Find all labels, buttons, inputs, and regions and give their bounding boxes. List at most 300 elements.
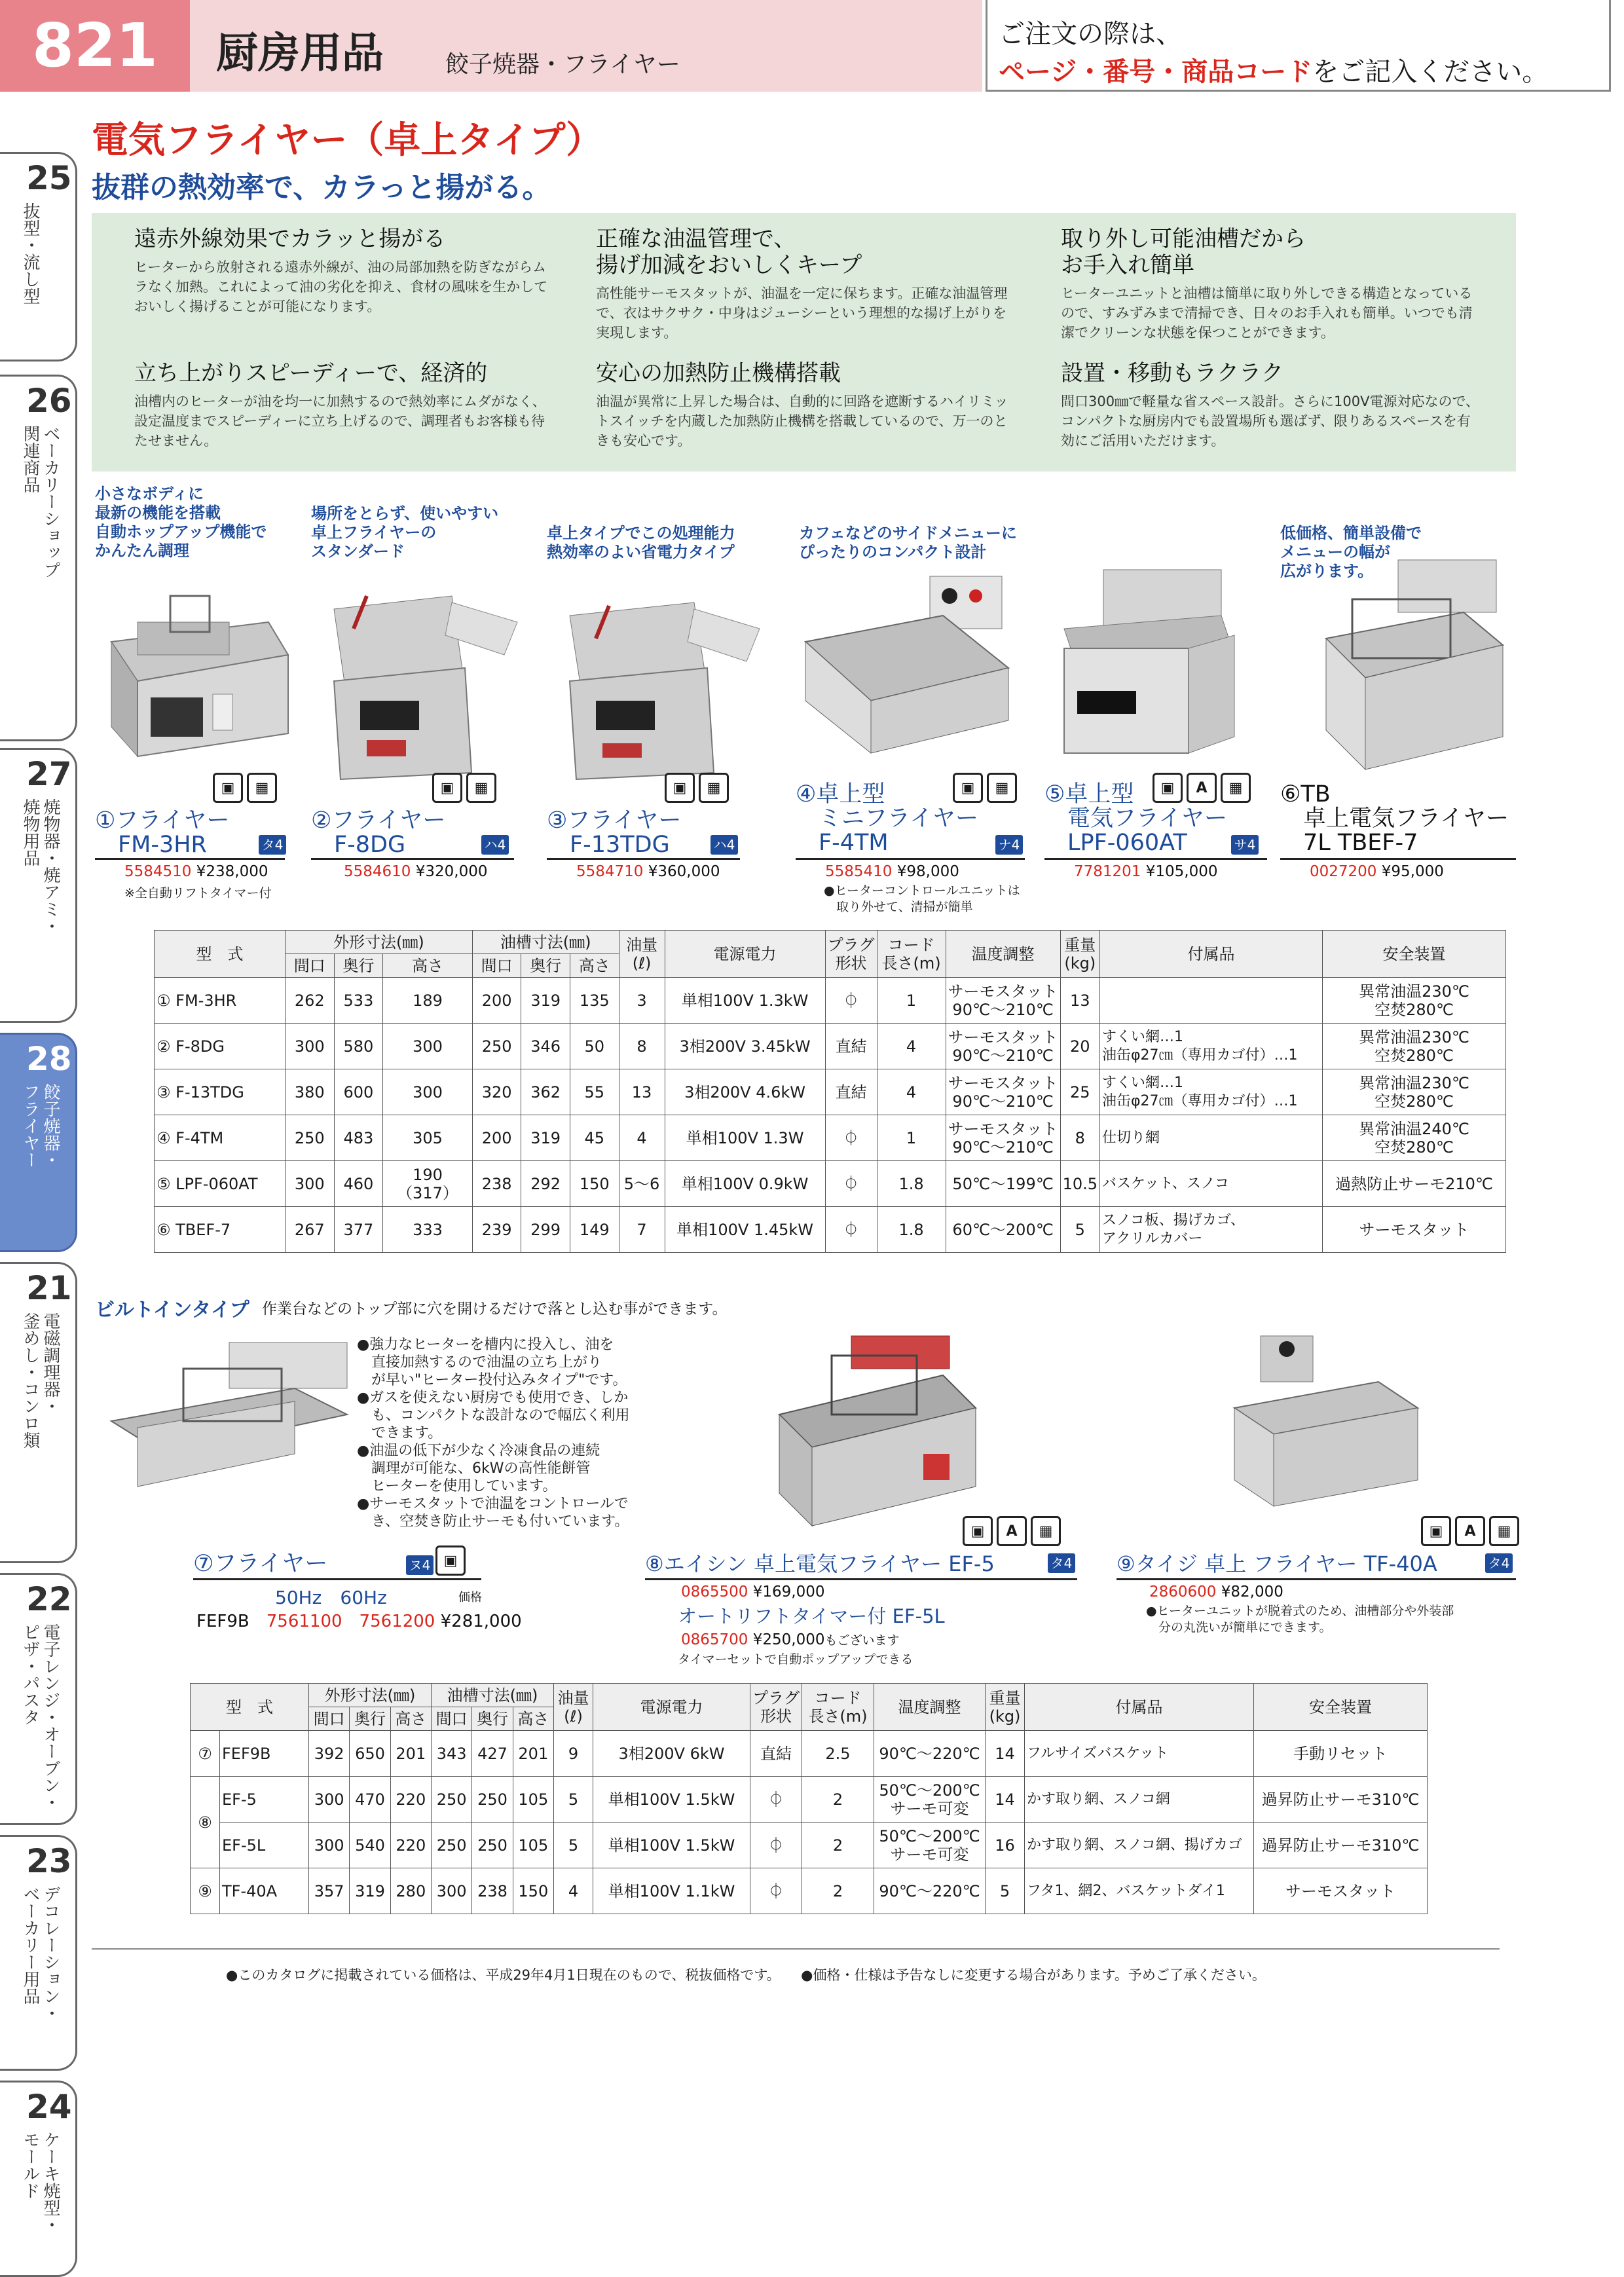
table-cell-h: 305: [383, 1115, 473, 1161]
name-underline: [547, 858, 740, 860]
col-accessories: 付属品: [1100, 931, 1323, 978]
product-name: ②フライヤー F-8DG: [311, 807, 446, 858]
table-cell-plug: 直結: [825, 1024, 877, 1069]
product-code: 7781201: [1074, 863, 1141, 880]
table-cell-th: 135: [570, 978, 619, 1024]
col-tank-size: 油槽寸法(㎜): [431, 1684, 553, 1707]
col-height: 高さ: [390, 1707, 431, 1731]
table-cell-w: 300: [286, 1024, 335, 1069]
product-tagline: カフェなどのサイドメニューに ぴったりのコンパクト設計: [799, 524, 1017, 561]
table-cell-acc: フルサイズバスケット: [1025, 1731, 1254, 1777]
table-cell-plug: ⏀: [750, 1868, 802, 1914]
table-cell-acc: かす取り網、スノコ網: [1025, 1777, 1254, 1823]
table-cell-w: 380: [286, 1069, 335, 1115]
feature-icons: [435, 1546, 466, 1576]
tab-label: 餃子焼器・ フライヤー: [20, 1083, 60, 1168]
col-accessories: 付属品: [1025, 1684, 1254, 1731]
product-code: 0027200: [1310, 863, 1377, 880]
table-cell-h: 201: [390, 1731, 431, 1777]
table-cell-cord: 2: [802, 1823, 874, 1868]
product-code: 5585410: [825, 863, 893, 880]
table-cell-tw: 250: [431, 1823, 471, 1868]
feature-heading: 立ち上がりスピーディーで、経済的: [134, 360, 488, 386]
feature-icons: [432, 773, 496, 803]
tab-number: 28: [26, 1040, 72, 1078]
feature-heading: 安心の加熱防止機構搭載: [596, 360, 841, 386]
product-code-price: [1310, 863, 1444, 880]
col-oil: 油量 (ℓ): [619, 931, 665, 978]
feature-text: ヒーターから放射される遠赤外線が、油の局部加熱を防ぎながらムラなく加熱。これによって油の劣化を抑え、食材の風味を生かしておいしく揚げることが可能になります。: [134, 259, 548, 314]
tab-chapter-28[interactable]: [0, 1033, 77, 1252]
section-title: 電気フライヤー（卓上タイプ）: [92, 119, 603, 162]
product-name: ④卓上型 ミニフライヤー F-4TM: [796, 781, 978, 856]
table-cell-oil: 4: [619, 1115, 665, 1161]
table-cell-d: 540: [350, 1823, 390, 1868]
table-cell-plug: ⏀: [825, 978, 877, 1024]
order-note-rest: をご記入ください。: [1312, 57, 1549, 87]
product-note: ●ヒーターユニットが脱着式のため、油槽部分や外装部 分の丸洗いが簡単にできます。: [1146, 1604, 1454, 1635]
table-cell-plug: ⏀: [750, 1823, 802, 1868]
table-cell-oil: 4: [554, 1868, 593, 1914]
table-cell-td: 319: [521, 1115, 570, 1161]
col-safety: 安全装置: [1254, 1684, 1428, 1731]
tab-label: ベーカリーショップ 関連商品: [20, 425, 60, 578]
table-cell-h: 300: [383, 1069, 473, 1115]
table-row: [191, 1868, 1428, 1914]
col-outer-size: 外形寸法(㎜): [309, 1684, 432, 1707]
table-row: [155, 1115, 1506, 1161]
tabletop-icon: ▣: [1153, 773, 1183, 803]
col-weight: 重量 (kg): [986, 1684, 1025, 1731]
table-cell-cord: 1.8: [877, 1161, 946, 1207]
fryer-fef9b-image: [98, 1329, 354, 1513]
tab-number: 25: [26, 159, 72, 197]
table-cell-safety: 過昇防止サーモ310℃: [1254, 1823, 1428, 1868]
table-cell-w: 300: [309, 1823, 350, 1868]
product-price: ¥98,000: [896, 863, 959, 880]
table-cell-temp: 60℃～200℃: [946, 1207, 1060, 1253]
product-code: 5584710: [576, 863, 644, 880]
table-cell-h: 220: [390, 1777, 431, 1823]
delivery-badge: ヌ4: [406, 1555, 434, 1575]
tab-number: 21: [26, 1269, 72, 1307]
table-cell-tw: 250: [431, 1777, 471, 1823]
table-cell-acc: バスケット、スノコ: [1100, 1161, 1323, 1207]
table-cell-h: 280: [390, 1868, 431, 1914]
table-cell-safety: 過昇防止サーモ310℃: [1254, 1777, 1428, 1823]
col-outer-size: 外形寸法(㎜): [286, 931, 473, 954]
table-cell-plug: ⏀: [825, 1207, 877, 1253]
table-cell-weight: 25: [1060, 1069, 1099, 1115]
tabletop-icon: ▣: [1421, 1516, 1451, 1546]
product-code-price: [124, 863, 268, 880]
product-price: ¥95,000: [1381, 863, 1444, 880]
table-cell-d: 483: [334, 1115, 383, 1161]
delivery-badge: サ4: [1231, 835, 1259, 855]
product-code-price: [681, 1583, 825, 1601]
table-cell-weight: 16: [986, 1823, 1025, 1868]
feature-icons: [1421, 1516, 1519, 1546]
product-code: 5584610: [344, 863, 411, 880]
col-tank-width: 間口: [472, 954, 521, 978]
fryer-lpf060at-image: [1058, 557, 1241, 760]
table-cell-tw: 343: [431, 1731, 471, 1777]
table-cell-td: 346: [521, 1024, 570, 1069]
price-label: 価格: [458, 1591, 482, 1604]
col-cord: コード 長さ(m): [877, 931, 946, 978]
table-cell-d: 580: [334, 1024, 383, 1069]
product-name: ⑦フライヤー: [193, 1551, 328, 1577]
product-tagline: 小さなボディに 最新の機能を搭載 自動ホップアップ機能で かんたん調理: [95, 485, 267, 560]
table-cell-safety: 過熱防止サーモ210℃: [1323, 1161, 1506, 1207]
tab-chapter-27[interactable]: [0, 748, 77, 1023]
power-outlet-icon: ▦: [247, 773, 277, 803]
product-price: ¥250,000: [752, 1631, 825, 1648]
table-cell-weight: 14: [986, 1777, 1025, 1823]
tabletop-icon: ▣: [963, 1516, 993, 1546]
table-row: [155, 1161, 1506, 1207]
table-cell-safety: 異常油温240℃ 空焚280℃: [1323, 1115, 1506, 1161]
col-temp: 温度調整: [946, 931, 1060, 978]
feature-text: 油温が異常に上昇した場合は、自動的に回路を遮断するハイリミットスイッチを内蔵した加熱防止機構を搭載しているので、万一のときも安心です。: [596, 394, 1008, 449]
product-name: ⑥TB 卓上電気フライヤー 7L TBEF-7: [1280, 781, 1509, 856]
product-price: ¥169,000: [752, 1583, 825, 1601]
table-cell-w: 357: [309, 1868, 350, 1914]
tabletop-icon: ▣: [213, 773, 243, 803]
table-cell-tw: 200: [472, 978, 521, 1024]
table-cell-th: 201: [513, 1731, 553, 1777]
name-underline: [193, 1578, 481, 1580]
feature-icons: [963, 1516, 1061, 1546]
product-code-60hz: 7561200: [359, 1612, 435, 1631]
product-code: 0865500: [681, 1583, 748, 1601]
table-cell-model: ③ F-13TDG: [155, 1069, 286, 1115]
feature-item: [134, 360, 553, 451]
table-cell-cord: 2: [802, 1868, 874, 1914]
product-name: ①フライヤー FM-3HR: [95, 807, 230, 858]
product-model: FEF9B: [196, 1612, 249, 1631]
fryer-f8dg-image: [308, 583, 530, 779]
col-plug: プラグ 形状: [750, 1684, 802, 1731]
tabletop-icon: ▣: [665, 773, 695, 803]
page-header: [0, 0, 1624, 92]
table-cell-weight: 5: [986, 1868, 1025, 1914]
table-row: [155, 1069, 1506, 1115]
builtin-features: ●強力なヒーターを槽内に投入し、油を 直接加熱するので油温の立ち上がり が早い"ヒーター投付込みタイプ"です。 ●ガスを使えない厨房でも使用でき、しか も、コンパクトな設計なので幅広く利用 できます。 ●油温の低下が少なく冷凍食品の連続 調理が可能な、6kWの高性能餅管 ヒーターを使用しています。 ●サーモスタットで油温をコントロールで き、空焚き防止サーモも付いています。: [357, 1337, 630, 1530]
feature-heading: 設置・移動もラクラク: [1061, 360, 1283, 386]
table-cell-w: 267: [286, 1207, 335, 1253]
col-temp: 温度調整: [874, 1684, 986, 1731]
order-note-highlight: ページ・番号・商品コード: [999, 57, 1313, 87]
temperature-icon: A: [997, 1516, 1027, 1546]
feature-panel: [92, 213, 1516, 472]
tab-number: 22: [26, 1580, 72, 1618]
table-cell-safety: 異常油温230℃ 空焚280℃: [1323, 1024, 1506, 1069]
table-cell-power: 単相100V 1.1kW: [593, 1868, 750, 1914]
table-cell-model: EF-5L: [220, 1823, 309, 1868]
col-model: 型 式: [155, 931, 286, 978]
table-cell-model: ② F-8DG: [155, 1024, 286, 1069]
table-cell-model: FEF9B: [220, 1731, 309, 1777]
product-price: ¥320,000: [415, 863, 488, 880]
table-cell-h: 220: [390, 1823, 431, 1868]
table-cell-h: 333: [383, 1207, 473, 1253]
table-cell-w: 300: [309, 1777, 350, 1823]
table-row: [191, 1823, 1428, 1868]
table-cell-d: 470: [350, 1777, 390, 1823]
product-price: ¥238,000: [196, 863, 268, 880]
table-cell-num: ⑧: [191, 1777, 220, 1868]
table-cell-model: TF-40A: [220, 1868, 309, 1914]
product-code-price: [576, 863, 720, 880]
product-tagline: 場所をとらず、使いやすい 卓上フライヤーの スタンダード: [311, 504, 499, 561]
col-width: 間口: [286, 954, 335, 978]
tab-number: 23: [26, 1842, 72, 1880]
table-cell-td: 292: [521, 1161, 570, 1207]
table-cell-oil: 7: [619, 1207, 665, 1253]
product-code-price: [1074, 863, 1218, 880]
feature-text: ヒーターユニットと油槽は簡単に取り外しできる構造となっているので、すみずみまで清掃でき、日々のお手入れも簡単。いつでも清潔でクリーンな状態を保つことができます。: [1061, 286, 1473, 341]
table-cell-th: 55: [570, 1069, 619, 1115]
col-safety: 安全装置: [1323, 931, 1506, 978]
table-cell-power: 3相200V 4.6kW: [665, 1069, 825, 1115]
tabletop-icon: ▣: [435, 1546, 466, 1576]
table-cell-acc: 仕切り網: [1100, 1115, 1323, 1161]
order-note-line2: [999, 51, 1548, 88]
name-underline: [95, 858, 285, 860]
table-cell-td: 319: [521, 978, 570, 1024]
temperature-icon: A: [1187, 773, 1217, 803]
table-cell-th: 150: [570, 1161, 619, 1207]
fryer-ef5-image: [773, 1336, 982, 1532]
col-oil: 油量 (ℓ): [554, 1684, 593, 1731]
table-cell-plug: ⏀: [825, 1161, 877, 1207]
table-row: [155, 978, 1506, 1024]
product-code-price: [344, 863, 488, 880]
name-underline: [1280, 858, 1516, 860]
table-cell-cord: 1.8: [877, 1207, 946, 1253]
feature-text: 油槽内のヒーターが油を均一に加熱するので熱効率にムダがなく、設定温度までスピーディーに立ち上げるので、調理者もお客様も待たせません。: [134, 394, 546, 449]
table-cell-power: 3相200V 3.45kW: [665, 1024, 825, 1069]
table-cell-safety: サーモスタット: [1254, 1868, 1428, 1914]
name-underline: [796, 858, 1025, 860]
table-cell-td: 299: [521, 1207, 570, 1253]
feature-text: 高性能サーモスタットが、油温を一定に保ちます。正確な油温管理で、衣はサクサク・中身はジューシーという理想的な揚げ上がりを実現します。: [596, 286, 1008, 341]
fryer-f13tdg-image: [544, 589, 766, 779]
col-model: 型 式: [191, 1684, 309, 1731]
table-cell-model: ① FM-3HR: [155, 978, 286, 1024]
variant-note: タイマーセットで自動ポップアップできる: [678, 1652, 913, 1667]
footer-rule: [92, 1948, 1500, 1950]
table-cell-td: 250: [472, 1823, 513, 1868]
table-cell-model: EF-5: [220, 1777, 309, 1823]
product-name: ⑨タイジ 卓上 フライヤー TF-40A: [1116, 1551, 1437, 1576]
table-row: [155, 1024, 1506, 1069]
tab-label: 抜型・流し型: [20, 202, 40, 305]
table-cell-weight: 10.5: [1060, 1161, 1099, 1207]
table-cell-temp: サーモスタット 90℃～210℃: [946, 978, 1060, 1024]
col-power: 電源電力: [665, 931, 825, 978]
delivery-badge: ハ4: [710, 835, 738, 855]
tab-chapter-26[interactable]: [0, 375, 77, 741]
table-cell-cord: 1: [877, 978, 946, 1024]
table-cell-cord: 2.5: [802, 1731, 874, 1777]
tab-label: ケーキ焼型・ モールド: [20, 2131, 60, 2233]
table-cell-d: 533: [334, 978, 383, 1024]
table-cell-plug: ⏀: [750, 1777, 802, 1823]
table-cell-cord: 4: [877, 1069, 946, 1115]
table-cell-weight: 14: [986, 1731, 1025, 1777]
table-cell-safety: 異常油温230℃ 空焚280℃: [1323, 978, 1506, 1024]
table-cell-d: 377: [334, 1207, 383, 1253]
product-price: ¥105,000: [1145, 863, 1218, 880]
tab-label: 電子レンジ・オーブン・ ピザ・パスタ: [20, 1623, 60, 1811]
table-cell-acc: すくい網…1 油缶φ27㎝（専用カゴ付）…1: [1100, 1024, 1323, 1069]
table-cell-plug: ⏀: [825, 1115, 877, 1161]
table-cell-weight: 8: [1060, 1115, 1099, 1161]
col-width: 間口: [309, 1707, 350, 1731]
table-cell-weight: 20: [1060, 1024, 1099, 1069]
variant-suffix: もございます: [824, 1633, 900, 1648]
fryer-fm3hr-image: [98, 583, 295, 760]
table-cell-oil: 5: [554, 1823, 593, 1868]
table-cell-oil: 3: [619, 978, 665, 1024]
table-cell-power: 単相100V 1.5kW: [593, 1823, 750, 1868]
section-subtitle: 抜群の熱効率で、カラっと揚がる。: [92, 171, 551, 204]
table-cell-oil: 9: [554, 1731, 593, 1777]
tab-chapter-22[interactable]: [0, 1573, 77, 1825]
table-cell-safety: 異常油温230℃ 空焚280℃: [1323, 1069, 1506, 1115]
table-row: [155, 1207, 1506, 1253]
table-cell-temp: 50℃～200℃ サーモ可変: [874, 1823, 986, 1868]
table-cell-temp: 50℃～199℃: [946, 1161, 1060, 1207]
product-name: ⑤卓上型 電気フライヤー LPF-060AT: [1044, 781, 1227, 856]
feature-item: [1061, 360, 1480, 451]
delivery-badge: タ4: [1485, 1553, 1513, 1573]
table-cell-safety: 手動リセット: [1254, 1731, 1428, 1777]
subcategory: 餃子焼器・フライヤー: [445, 51, 680, 78]
tab-label: デコレーション・ ベーカリー用品: [20, 1885, 60, 2022]
table-cell-temp: 90℃～220℃: [874, 1868, 986, 1914]
product-code-50hz: 7561100: [266, 1612, 342, 1631]
name-underline: [1116, 1578, 1516, 1580]
feature-item: [1061, 226, 1480, 342]
table-cell-power: 単相100V 1.3W: [665, 1115, 825, 1161]
tabletop-icon: ▣: [953, 773, 983, 803]
product-code: 2860600: [1149, 1583, 1217, 1601]
fef9b-codes: [196, 1608, 522, 1632]
product-code-price: [1149, 1583, 1283, 1601]
table-cell-temp: 90℃～220℃: [874, 1731, 986, 1777]
table-row: [191, 1777, 1428, 1823]
table-cell-th: 105: [513, 1823, 553, 1868]
order-note-line1: ご注文の際は、: [999, 19, 1182, 49]
tab-number: 26: [26, 382, 72, 420]
table-cell-acc: かす取り網、スノコ網、揚げカゴ: [1025, 1823, 1254, 1868]
feature-heading: 遠赤外線効果でカラッと揚がる: [134, 226, 446, 252]
table-cell-temp: サーモスタット 90℃～210℃: [946, 1069, 1060, 1115]
table-cell-tw: 250: [472, 1024, 521, 1069]
product-note: ※全自動リフトタイマー付: [124, 886, 272, 900]
tab-label: 焼物器・焼アミ・ 焼物用品: [20, 798, 60, 935]
delivery-badge: ナ4: [995, 835, 1023, 855]
col-weight: 重量 (kg): [1060, 931, 1099, 978]
fryer-tbef7-image: [1313, 560, 1509, 776]
table-cell-acc: [1100, 978, 1323, 1024]
table-cell-td: 250: [472, 1777, 513, 1823]
frequency-header: 50Hz 60Hz: [275, 1587, 387, 1608]
table-cell-power: 単相100V 1.5kW: [593, 1777, 750, 1823]
table-cell-power: 3相200V 6kW: [593, 1731, 750, 1777]
table-cell-w: 250: [286, 1115, 335, 1161]
table-cell-weight: 13: [1060, 978, 1099, 1024]
table-cell-th: 105: [513, 1777, 553, 1823]
table-row: [191, 1731, 1428, 1777]
table-cell-td: 362: [521, 1069, 570, 1115]
table-cell-tw: 239: [472, 1207, 521, 1253]
table-cell-d: 319: [350, 1868, 390, 1914]
table-cell-temp: サーモスタット 90℃～210℃: [946, 1024, 1060, 1069]
table-cell-plug: 直結: [750, 1731, 802, 1777]
table-cell-d: 460: [334, 1161, 383, 1207]
table-cell-acc: スノコ板、揚げカゴ、 アクリルカバー: [1100, 1207, 1323, 1253]
product-code: 0865700: [681, 1631, 748, 1648]
product-price: ¥360,000: [648, 863, 720, 880]
tab-chapter-24[interactable]: [0, 2081, 77, 2277]
name-underline: [311, 858, 514, 860]
col-cord: コード 長さ(m): [802, 1684, 874, 1731]
table-cell-tw: 300: [431, 1868, 471, 1914]
table-cell-oil: 13: [619, 1069, 665, 1115]
col-height: 高さ: [383, 954, 473, 978]
feature-icons: [213, 773, 277, 803]
table-cell-h: 189: [383, 978, 473, 1024]
feature-heading: 正確な油温管理で、 揚げ加減をおいしくキープ: [596, 226, 862, 278]
table-cell-cord: 1: [877, 1115, 946, 1161]
category-title: 厨房用品: [216, 29, 384, 78]
table-cell-num: ⑨: [191, 1868, 220, 1914]
power-outlet-icon: ▦: [1489, 1516, 1519, 1546]
tab-chapter-23[interactable]: [0, 1835, 77, 2071]
table-cell-temp: サーモスタット 90℃～210℃: [946, 1115, 1060, 1161]
col-tank-height: 高さ: [513, 1707, 553, 1731]
table-cell-power: 単相100V 1.3kW: [665, 978, 825, 1024]
col-tank-depth: 奥行: [521, 954, 570, 978]
footer-note: [226, 1965, 1266, 1984]
product-price: ¥281,000: [440, 1612, 522, 1631]
page-number: 821: [0, 0, 190, 92]
power-outlet-icon: ▦: [1221, 773, 1251, 803]
product-variant-name: オートリフトタイマー付 EF-5L: [678, 1605, 945, 1627]
builtin-subtitle: 作業台などのトップ部に穴を開けるだけで落とし込む事ができます。: [262, 1301, 728, 1318]
tab-label: 電磁調理器・ 釜めし・コンロ類: [20, 1312, 60, 1449]
tabletop-icon: ▣: [432, 773, 462, 803]
table-cell-td: 238: [472, 1868, 513, 1914]
feature-heading: 取り外し可能油槽だから お手入れ簡単: [1061, 226, 1306, 278]
table-cell-num: ⑦: [191, 1731, 220, 1777]
tab-chapter-21[interactable]: [0, 1262, 77, 1563]
table-cell-weight: 5: [1060, 1207, 1099, 1253]
table-cell-d: 650: [350, 1731, 390, 1777]
table-cell-td: 427: [472, 1731, 513, 1777]
col-plug: プラグ 形状: [825, 931, 877, 978]
tab-chapter-25[interactable]: [0, 152, 77, 361]
power-outlet-icon: ▦: [987, 773, 1017, 803]
table-cell-w: 300: [286, 1161, 335, 1207]
col-tank-size: 油槽寸法(㎜): [472, 931, 619, 954]
table-cell-cord: 4: [877, 1024, 946, 1069]
power-outlet-icon: ▦: [1031, 1516, 1061, 1546]
